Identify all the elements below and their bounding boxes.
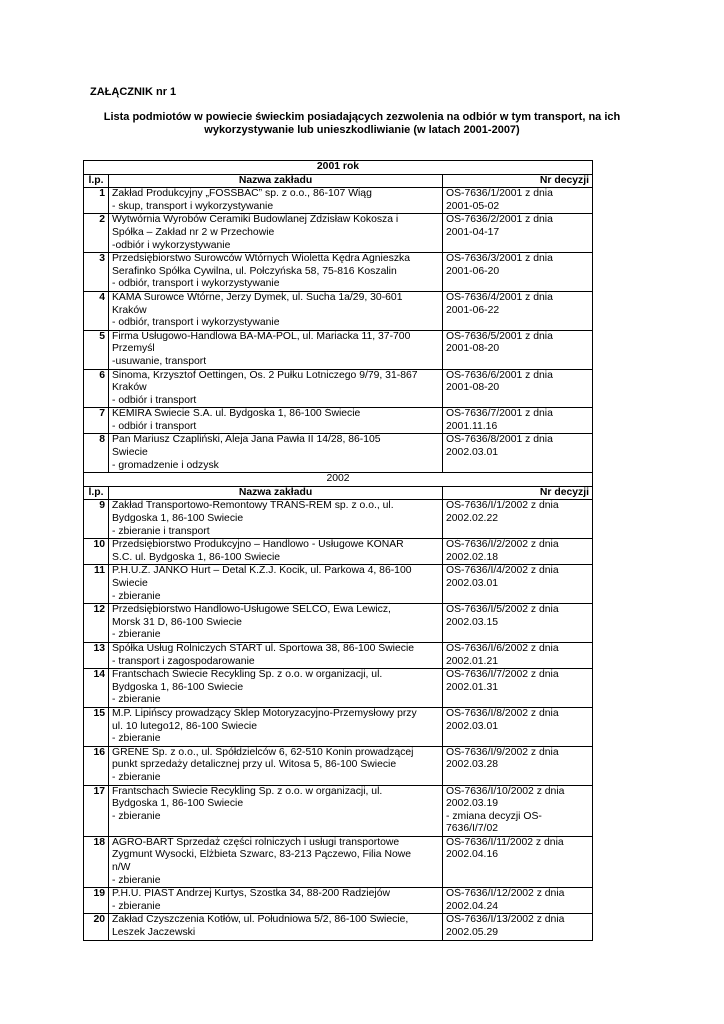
company-cell: [109, 291, 443, 330]
company-line: S.C. ul. Bydgoska 1, 86-100 Świecie: [112, 551, 281, 563]
company-line: Sinoma, Krzysztof Oettingen, Os. 2 Pułku Lotniczego 9/79, 31-867: [112, 369, 418, 381]
decision-line: OŚ-7636/I/7/2002 z dnia: [446, 669, 559, 681]
year-row: [84, 161, 593, 175]
company-cell: [109, 369, 443, 408]
company-line: -odbiór i wykorzystywanie: [112, 239, 231, 251]
table-row: [84, 604, 593, 643]
company-line: Świecie: [112, 578, 148, 589]
row-number: 15: [84, 707, 109, 746]
company-cell: [109, 500, 443, 539]
table-row: [84, 669, 593, 708]
company-line: - zbieranie: [112, 694, 161, 706]
decision-line: OŚ-7636/I/4/2002 z dnia: [446, 565, 559, 577]
decision-line: 2002.01.31: [446, 681, 499, 693]
document-title: Lista podmiotów w powiecie świeckim posiadających zezwolenia na odbiór w tym transport, na ich wykorzystywanie lub unieszkodliwianie (w latach 2001-2007): [103, 111, 621, 136]
company-line: - odbiór, transport i wykorzystywanie: [112, 317, 280, 329]
company-line: - zbieranie: [112, 733, 161, 745]
company-line: - odbiór, transport i wykorzystywanie: [112, 278, 280, 290]
company-line: Przemyśl: [112, 343, 155, 355]
table-row: [84, 330, 593, 369]
company-cell: [109, 539, 443, 565]
company-line: - zbieranie: [112, 810, 161, 822]
decision-line: 2001.11.16: [446, 420, 498, 432]
row-number: 4: [84, 291, 109, 330]
company-cell: [109, 330, 443, 369]
company-line: GRENE Sp. z o.o., ul. Spółdzielców 6, 62-510 Konin prowadzącej: [112, 746, 414, 758]
decision-line: 2001-04-17: [446, 226, 500, 238]
table-row: [84, 642, 593, 668]
decision-line: 2002.02.18: [446, 551, 499, 563]
row-number: 3: [84, 253, 109, 292]
decision-line: OŚ-7636/I/9/2002 z dnia: [446, 746, 559, 758]
decision-line: OŚ-7636/2/2001 z dnia: [446, 214, 553, 226]
table-row: [84, 253, 593, 292]
decision-cell: [443, 369, 593, 408]
decision-line: 2002.03.01: [446, 447, 499, 459]
column-header-decision: Nr decyzji: [443, 174, 593, 188]
table-row: [84, 888, 593, 914]
decision-cell: [443, 188, 593, 214]
decision-line: OŚ-7636/3/2001 z dnia: [446, 253, 553, 265]
company-cell: [109, 746, 443, 785]
decision-line: OŚ-7636/I/6/2002 z dnia: [446, 642, 559, 654]
decision-cell: [443, 291, 593, 330]
column-header-lp: l.p.: [84, 174, 109, 188]
company-cell: [109, 565, 443, 604]
company-cell: [109, 888, 443, 914]
decision-line: OŚ-7636/7/2001 z dnia: [446, 408, 553, 420]
table-row: [84, 746, 593, 785]
company-line: Zygmunt Wysocki, Elżbieta Szwarc, 83-213 Pączewo, Filia Nowe: [112, 849, 412, 861]
company-line: - zbieranie: [112, 900, 161, 912]
company-cell: [109, 408, 443, 434]
row-number: 17: [84, 785, 109, 836]
decision-line: OŚ-7636/8/2001 z dnia: [446, 434, 553, 446]
company-cell: [109, 434, 443, 473]
decision-cell: [443, 669, 593, 708]
decision-line: 2001-06-22: [446, 304, 500, 316]
column-header-name: Nazwa zakładu: [109, 486, 443, 500]
decision-line: 2001-05-02: [446, 200, 500, 212]
company-cell: [109, 836, 443, 887]
decision-cell: [443, 746, 593, 785]
decision-line: 2002.03.28: [446, 759, 499, 771]
company-line: Kraków: [112, 304, 147, 316]
decision-line: OŚ-7636/4/2001 z dnia: [446, 291, 553, 303]
company-line: Frantschach Świecie Recykling Sp. z o.o. w organizacji, ul.: [112, 785, 383, 797]
decision-cell: [443, 253, 593, 292]
decision-line: OŚ-7636/1/2001 z dnia: [446, 188, 553, 200]
company-cell: [109, 914, 443, 940]
decision-cell: [443, 434, 593, 473]
header-row: [84, 174, 593, 188]
company-line: Morsk 31 D, 86-100 Świecie: [112, 616, 242, 628]
decision-cell: [443, 408, 593, 434]
decision-line: OŚ-7636/5/2001 z dnia: [446, 330, 553, 342]
row-number: 9: [84, 500, 109, 539]
company-line: Zakład Produkcyjny „FOSSBAC” sp. z o.o., 86-107 Wiąg: [112, 188, 372, 200]
decision-line: 2002.04.16: [446, 849, 499, 861]
company-cell: [109, 214, 443, 253]
decision-cell: [443, 836, 593, 887]
decision-line: OŚ-7636/6/2001 z dnia: [446, 369, 553, 381]
table-row: [84, 369, 593, 408]
table-row: [84, 188, 593, 214]
decision-line: 2001-08-20: [446, 343, 500, 355]
row-number: 13: [84, 642, 109, 668]
company-line: Kraków: [112, 382, 147, 394]
company-line: - gromadzenie i odzysk: [112, 459, 219, 471]
decision-cell: [443, 214, 593, 253]
row-number: 10: [84, 539, 109, 565]
row-number: 5: [84, 330, 109, 369]
decision-line: OŚ-7636/I/12/2002 z dnia: [446, 888, 565, 900]
decision-line: OŚ-7636/I/10/2002 z dnia: [446, 785, 565, 797]
decision-line: 2002.03.19: [446, 798, 499, 810]
company-line: -usuwanie, transport: [112, 355, 207, 367]
company-line: - zbieranie: [112, 771, 161, 783]
company-line: - odbiór i transport: [112, 394, 197, 406]
decision-line: 2002.03.01: [446, 578, 499, 589]
company-line: - zbieranie: [112, 629, 161, 641]
decision-line: 2002.03.15: [446, 616, 499, 628]
table-row: [84, 836, 593, 887]
decision-cell: [443, 565, 593, 604]
company-line: - transport i zagospodarowanie: [112, 655, 255, 667]
decision-cell: [443, 914, 593, 940]
decision-line: OŚ-7636/I/5/2002 z dnia: [446, 604, 559, 616]
company-cell: [109, 785, 443, 836]
table-row: [84, 565, 593, 604]
company-line: Serafinko Spółka Cywilna, ul. Połczyńska 58, 75-816 Koszalin: [112, 265, 397, 277]
decision-line: OŚ-7636/I/13/2002 z dnia: [446, 914, 565, 926]
company-line: Świecie: [112, 447, 148, 459]
row-number: 2: [84, 214, 109, 253]
decision-line: OŚ-7636/I/2/2002 z dnia: [446, 539, 559, 551]
company-cell: [109, 188, 443, 214]
table-row: [84, 291, 593, 330]
decision-line: 2002.03.01: [446, 720, 499, 732]
company-line: P.H.U.Z. JANKO Hurt – Detal K.Z.J. Kocik, ul. Parkowa 4, 86-100: [112, 565, 412, 577]
column-header-lp: l.p.: [84, 486, 109, 500]
annex-label: ZAŁĄCZNIK nr 1: [90, 86, 177, 98]
company-cell: [109, 642, 443, 668]
row-number: 7: [84, 408, 109, 434]
company-line: - zbieranie: [112, 874, 161, 886]
row-number: 12: [84, 604, 109, 643]
company-line: - skup, transport i wykorzystywanie: [112, 200, 274, 212]
decision-line: - zmiana decyzji OŚ-: [446, 810, 542, 822]
permits-table: [83, 160, 593, 941]
company-line: Leszek Jaczewski: [112, 927, 196, 939]
company-line: Spółka Usług Rolniczych START ul. Sportowa 38, 86-100 Świecie: [112, 642, 415, 654]
company-line: P.H.U. PIAST Andrzej Kurtys, Szostka 34, 88-200 Radziejów: [112, 888, 390, 900]
company-cell: [109, 707, 443, 746]
company-line: n/W: [112, 862, 131, 874]
decision-line: 7636/I/7/02: [446, 823, 498, 835]
company-line: ul. 10 lutego12, 86-100 Świecie: [112, 720, 257, 732]
company-line: Frantschach Świecie Recykling Sp. z o.o. w organizacji, ul.: [112, 669, 383, 681]
decision-line: 2002.05.29: [446, 927, 499, 939]
company-line: Przedsiębiorstwo Handlowo-Usługowe SELCO, Ewa Lewicz,: [112, 604, 391, 616]
table-row: [84, 500, 593, 539]
year-heading: 2002: [84, 473, 593, 487]
company-line: M.P. Lipińscy prowadzący Sklep Motoryzacyjno-Przemysłowy przy: [112, 707, 417, 719]
company-line: Bydgoska 1, 86-100 Świecie: [112, 513, 244, 525]
company-line: Bydgoska 1, 86-100 Świecie: [112, 798, 244, 810]
company-line: Zakład Czyszczenia Kotłów, ul. Południowa 5/2, 86-100 Świecie,: [112, 914, 409, 926]
company-line: Przedsiębiorstwo Produkcyjno – Handlowo - Usługowe KONAR: [112, 539, 404, 551]
table-row: [84, 408, 593, 434]
decision-line: 2002.04.24: [446, 900, 499, 912]
decision-cell: [443, 888, 593, 914]
decision-cell: [443, 330, 593, 369]
company-line: - odbiór i transport: [112, 420, 197, 432]
row-number: 8: [84, 434, 109, 473]
company-line: AGRO-BART Sprzedaż części rolniczych i usługi transportowe: [112, 836, 400, 848]
company-line: - zbieranie: [112, 590, 161, 602]
decision-cell: [443, 785, 593, 836]
table-row: [84, 434, 593, 473]
decision-cell: [443, 707, 593, 746]
decision-line: 2001-08-20: [446, 382, 500, 394]
row-number: 16: [84, 746, 109, 785]
year-heading: 2001 rok: [84, 161, 593, 175]
header-row: [84, 486, 593, 500]
row-number: 1: [84, 188, 109, 214]
company-line: KEMIRA Świecie S.A. ul. Bydgoska 1, 86-100 Świecie: [112, 408, 361, 420]
row-number: 11: [84, 565, 109, 604]
company-line: Zakład Transportowo-Remontowy TRANS-REM sp. z o.o., ul.: [112, 500, 394, 512]
company-line: Przedsiębiorstwo Surowców Wtórnych Wioletta Kędra Agnieszka: [112, 253, 410, 265]
decision-line: 2001-06-20: [446, 265, 500, 277]
decision-cell: [443, 642, 593, 668]
company-cell: [109, 253, 443, 292]
company-cell: [109, 604, 443, 643]
company-line: - zbieranie i transport: [112, 525, 210, 537]
decision-line: OŚ-7636/I/11/2002 z dnia: [446, 836, 564, 848]
company-line: punkt sprzedaży detalicznej przy ul. Witosa 5, 86-100 Świecie: [112, 759, 397, 771]
decision-line: OŚ-7636/I/8/2002 z dnia: [446, 707, 559, 719]
table-row: [84, 214, 593, 253]
company-line: Firma Usługowo-Handlowa BA-MA-POL, ul. Mariacka 11, 37-700: [112, 330, 411, 342]
table-row: [84, 785, 593, 836]
table-row: [84, 914, 593, 940]
decision-line: 2002.02.22: [446, 513, 499, 525]
row-number: 19: [84, 888, 109, 914]
row-number: 20: [84, 914, 109, 940]
decision-cell: [443, 604, 593, 643]
decision-line: OŚ-7636/I/1/2002 z dnia: [446, 500, 559, 512]
decision-cell: [443, 539, 593, 565]
company-line: Wytwórnia Wyrobów Ceramiki Budowlanej Zdzisław Kokosza i: [112, 214, 399, 226]
row-number: 14: [84, 669, 109, 708]
row-number: 18: [84, 836, 109, 887]
decision-cell: [443, 500, 593, 539]
table-row: [84, 539, 593, 565]
company-line: KAMA Surowce Wtórne, Jerzy Dymek, ul. Sucha 1a/29, 30-601: [112, 291, 403, 303]
table-row: [84, 707, 593, 746]
decision-line: 2002.01.21: [446, 655, 499, 667]
row-number: 6: [84, 369, 109, 408]
company-cell: [109, 669, 443, 708]
column-header-name: Nazwa zakładu: [109, 174, 443, 188]
company-line: Bydgoska 1, 86-100 Świecie: [112, 681, 244, 693]
year-row: [84, 473, 593, 487]
company-line: Pan Mariusz Czapliński, Aleja Jana Pawła II 14/28, 86-105: [112, 434, 381, 446]
column-header-decision: Nr decyzji: [443, 486, 593, 500]
company-line: Spółka – Zakład nr 2 w Przechowie: [112, 226, 275, 238]
